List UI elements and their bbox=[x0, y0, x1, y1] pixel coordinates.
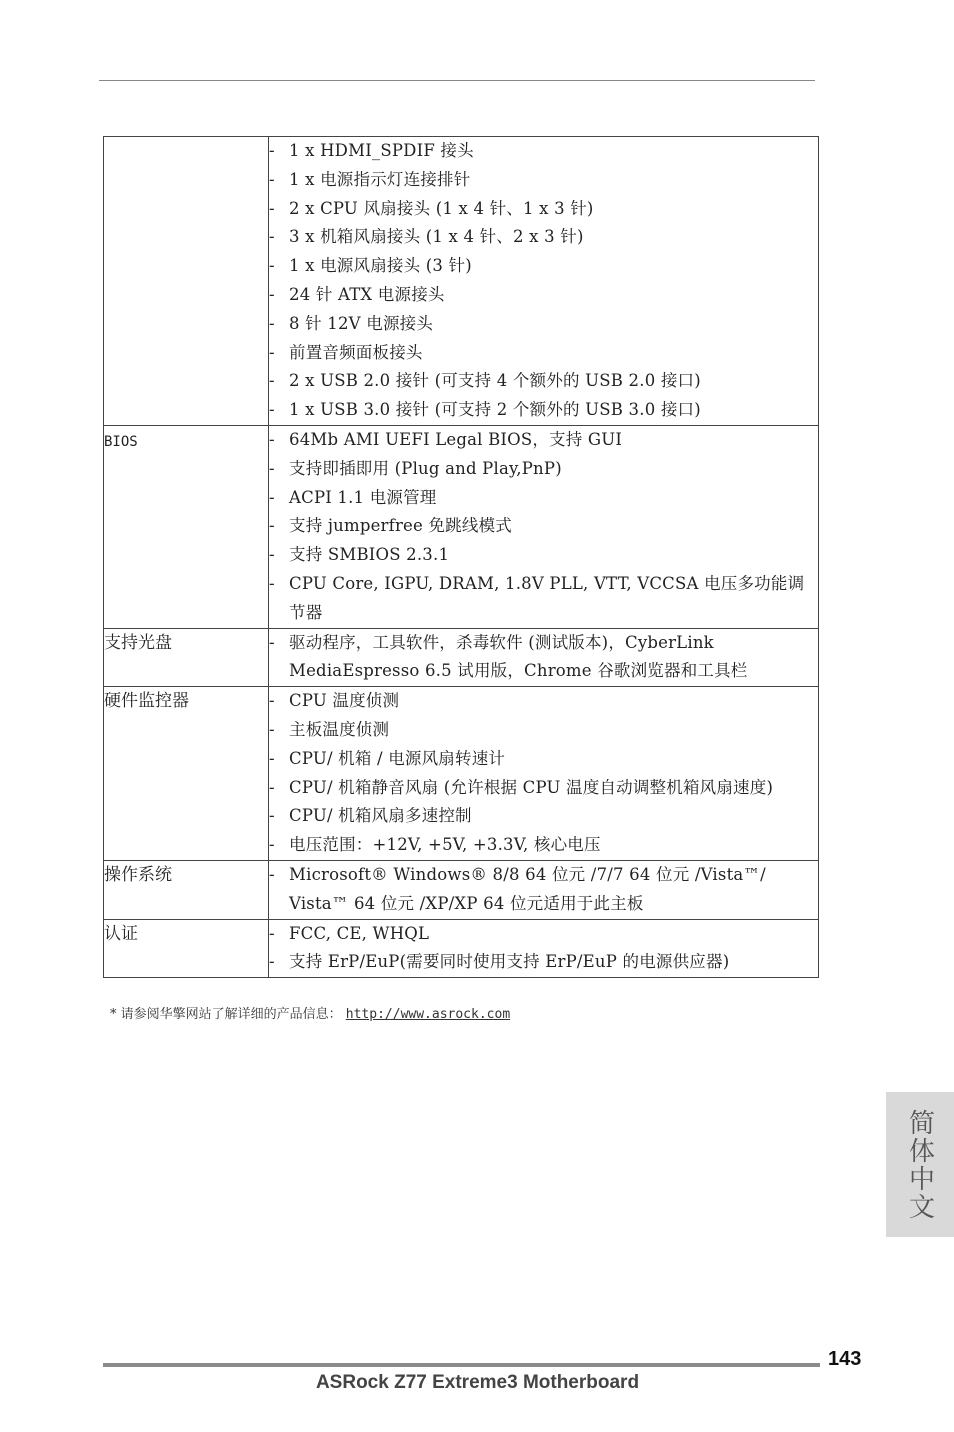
footnote-text: * 请参阅华擎网站了解详细的产品信息： bbox=[110, 1007, 342, 1022]
table-row bbox=[104, 687, 819, 861]
dash: - bbox=[269, 777, 275, 797]
list-item bbox=[269, 367, 818, 396]
item-text: 1 x 电源指示灯连接排针 bbox=[289, 169, 471, 189]
item-text: 1 x 电源风扇接头 (3 针) bbox=[289, 256, 472, 276]
footer-text: ASRock Z77 Extreme3 Motherboard bbox=[315, 1372, 640, 1393]
item-text: CPU Core, IGPU, DRAM, 1.8V PLL, VTT, VCCSA 电压多功能调节器 bbox=[289, 573, 805, 622]
item-text: CPU/ 机箱静音风扇 (允许根据 CPU 温度自动调整机箱风扇速度) bbox=[289, 777, 774, 797]
table-row bbox=[104, 860, 819, 919]
list-item bbox=[269, 455, 818, 484]
list-item bbox=[269, 570, 818, 628]
bottom-rule bbox=[103, 1363, 820, 1367]
dash: - bbox=[269, 952, 275, 972]
list-item bbox=[269, 629, 818, 687]
dash: - bbox=[269, 573, 275, 593]
list-item bbox=[269, 774, 818, 803]
dash: - bbox=[269, 748, 275, 768]
item-text: 电压范围：+12V, +5V, +3.3V, 核心电压 bbox=[289, 835, 601, 855]
item-text: 3 x 机箱风扇接头 (1 x 4 针、2 x 3 针) bbox=[289, 227, 584, 247]
row-label: 硬件监控器 bbox=[104, 687, 269, 861]
list-item bbox=[269, 512, 818, 541]
row-label: 认证 bbox=[104, 919, 269, 978]
item-text: 驱动程序，工具软件，杀毒软件 (测试版本)，CyberLink MediaEspresso 6.5 试用版，Chrome 谷歌浏览器和工具栏 bbox=[289, 632, 748, 681]
dash: - bbox=[269, 429, 275, 449]
dash: - bbox=[269, 169, 275, 189]
row-items bbox=[269, 860, 819, 919]
item-text: 支持 jumperfree 免跳线模式 bbox=[289, 516, 512, 536]
dash: - bbox=[269, 198, 275, 218]
dash: - bbox=[269, 923, 275, 943]
item-text: 支持 SMBIOS 2.3.1 bbox=[289, 545, 450, 565]
item-text: 8 针 12V 电源接头 bbox=[289, 313, 434, 333]
dash: - bbox=[269, 545, 275, 565]
list-item bbox=[269, 687, 818, 716]
row-items bbox=[269, 687, 819, 861]
item-text: 支持即插即用 (Plug and Play,PnP) bbox=[289, 458, 562, 478]
spec-table bbox=[103, 136, 819, 978]
list-item bbox=[269, 861, 818, 919]
list-item bbox=[269, 541, 818, 570]
row-items bbox=[269, 137, 819, 426]
dash: - bbox=[269, 864, 275, 884]
item-text: 支持 ErP/EuP(需要同时使用支持 ErP/EuP 的电源供应器) bbox=[289, 952, 730, 972]
dash: - bbox=[269, 284, 275, 304]
item-text: CPU/ 机箱 / 电源风扇转速计 bbox=[289, 748, 506, 768]
item-text: 64Mb AMI UEFI Legal BIOS，支持 GUI bbox=[289, 429, 623, 449]
dash: - bbox=[269, 487, 275, 507]
list-item bbox=[269, 484, 818, 513]
list-item bbox=[269, 252, 818, 281]
item-text: 1 x HDMI_SPDIF 接头 bbox=[289, 141, 474, 160]
list-item bbox=[269, 831, 818, 860]
table-row bbox=[104, 137, 819, 426]
dash: - bbox=[269, 400, 275, 420]
list-item bbox=[269, 339, 818, 368]
row-items bbox=[269, 628, 819, 687]
list-item bbox=[269, 310, 818, 339]
item-text: 主板温度侦测 bbox=[289, 719, 390, 739]
table-row bbox=[104, 919, 819, 978]
list-item bbox=[269, 948, 818, 977]
list-item bbox=[269, 166, 818, 195]
list-item bbox=[269, 223, 818, 252]
row-items bbox=[269, 919, 819, 978]
item-text: CPU/ 机箱风扇多速控制 bbox=[289, 806, 472, 826]
language-side-tab bbox=[886, 1092, 954, 1237]
list-item bbox=[269, 195, 818, 224]
dash: - bbox=[269, 227, 275, 247]
website-link[interactable]: http://www.asrock.com bbox=[345, 1007, 511, 1022]
dash: - bbox=[269, 632, 275, 652]
list-item bbox=[269, 802, 818, 831]
row-label: 操作系统 bbox=[104, 860, 269, 919]
item-text: 2 x USB 2.0 接针 (可支持 4 个额外的 USB 2.0 接口) bbox=[289, 371, 701, 391]
list-item bbox=[269, 426, 818, 455]
dash: - bbox=[269, 458, 275, 478]
row-items bbox=[269, 425, 819, 628]
dash: - bbox=[269, 141, 275, 160]
dash: - bbox=[269, 806, 275, 826]
page-number: 143 bbox=[828, 1348, 862, 1370]
dash: - bbox=[269, 835, 275, 855]
language-label: 简体中文 bbox=[904, 1108, 935, 1221]
row-label: 支持光盘 bbox=[104, 628, 269, 687]
item-text: FCC, CE, WHQL bbox=[289, 923, 430, 943]
table-row bbox=[104, 628, 819, 687]
list-item bbox=[269, 920, 818, 949]
item-text: Microsoft® Windows® 8/8 64 位元 /7/7 64 位元 /Vista™/ Vista™ 64 位元 /XP/XP 64 位元适用于此主板 bbox=[289, 864, 766, 913]
row-label: BIOS bbox=[104, 425, 269, 628]
list-item bbox=[269, 396, 818, 425]
list-item bbox=[269, 281, 818, 310]
item-text: CPU 温度侦测 bbox=[289, 691, 400, 711]
footnote bbox=[110, 1003, 510, 1022]
top-rule bbox=[99, 80, 815, 81]
dash: - bbox=[269, 371, 275, 391]
dash: - bbox=[269, 342, 275, 362]
dash: - bbox=[269, 256, 275, 276]
item-text: 2 x CPU 风扇接头 (1 x 4 针、1 x 3 针) bbox=[289, 198, 594, 218]
table-row bbox=[104, 425, 819, 628]
dash: - bbox=[269, 516, 275, 536]
dash: - bbox=[269, 313, 275, 333]
item-text: 前置音频面板接头 bbox=[289, 342, 423, 362]
list-item bbox=[269, 137, 818, 166]
row-label bbox=[104, 137, 269, 426]
dash: - bbox=[269, 691, 275, 711]
item-text: 1 x USB 3.0 接针 (可支持 2 个额外的 USB 3.0 接口) bbox=[289, 400, 701, 420]
list-item bbox=[269, 716, 818, 745]
list-item bbox=[269, 745, 818, 774]
footer-title bbox=[0, 1372, 954, 1394]
item-text: 24 针 ATX 电源接头 bbox=[289, 284, 445, 304]
dash: - bbox=[269, 719, 275, 739]
item-text: ACPI 1.1 电源管理 bbox=[289, 487, 437, 507]
